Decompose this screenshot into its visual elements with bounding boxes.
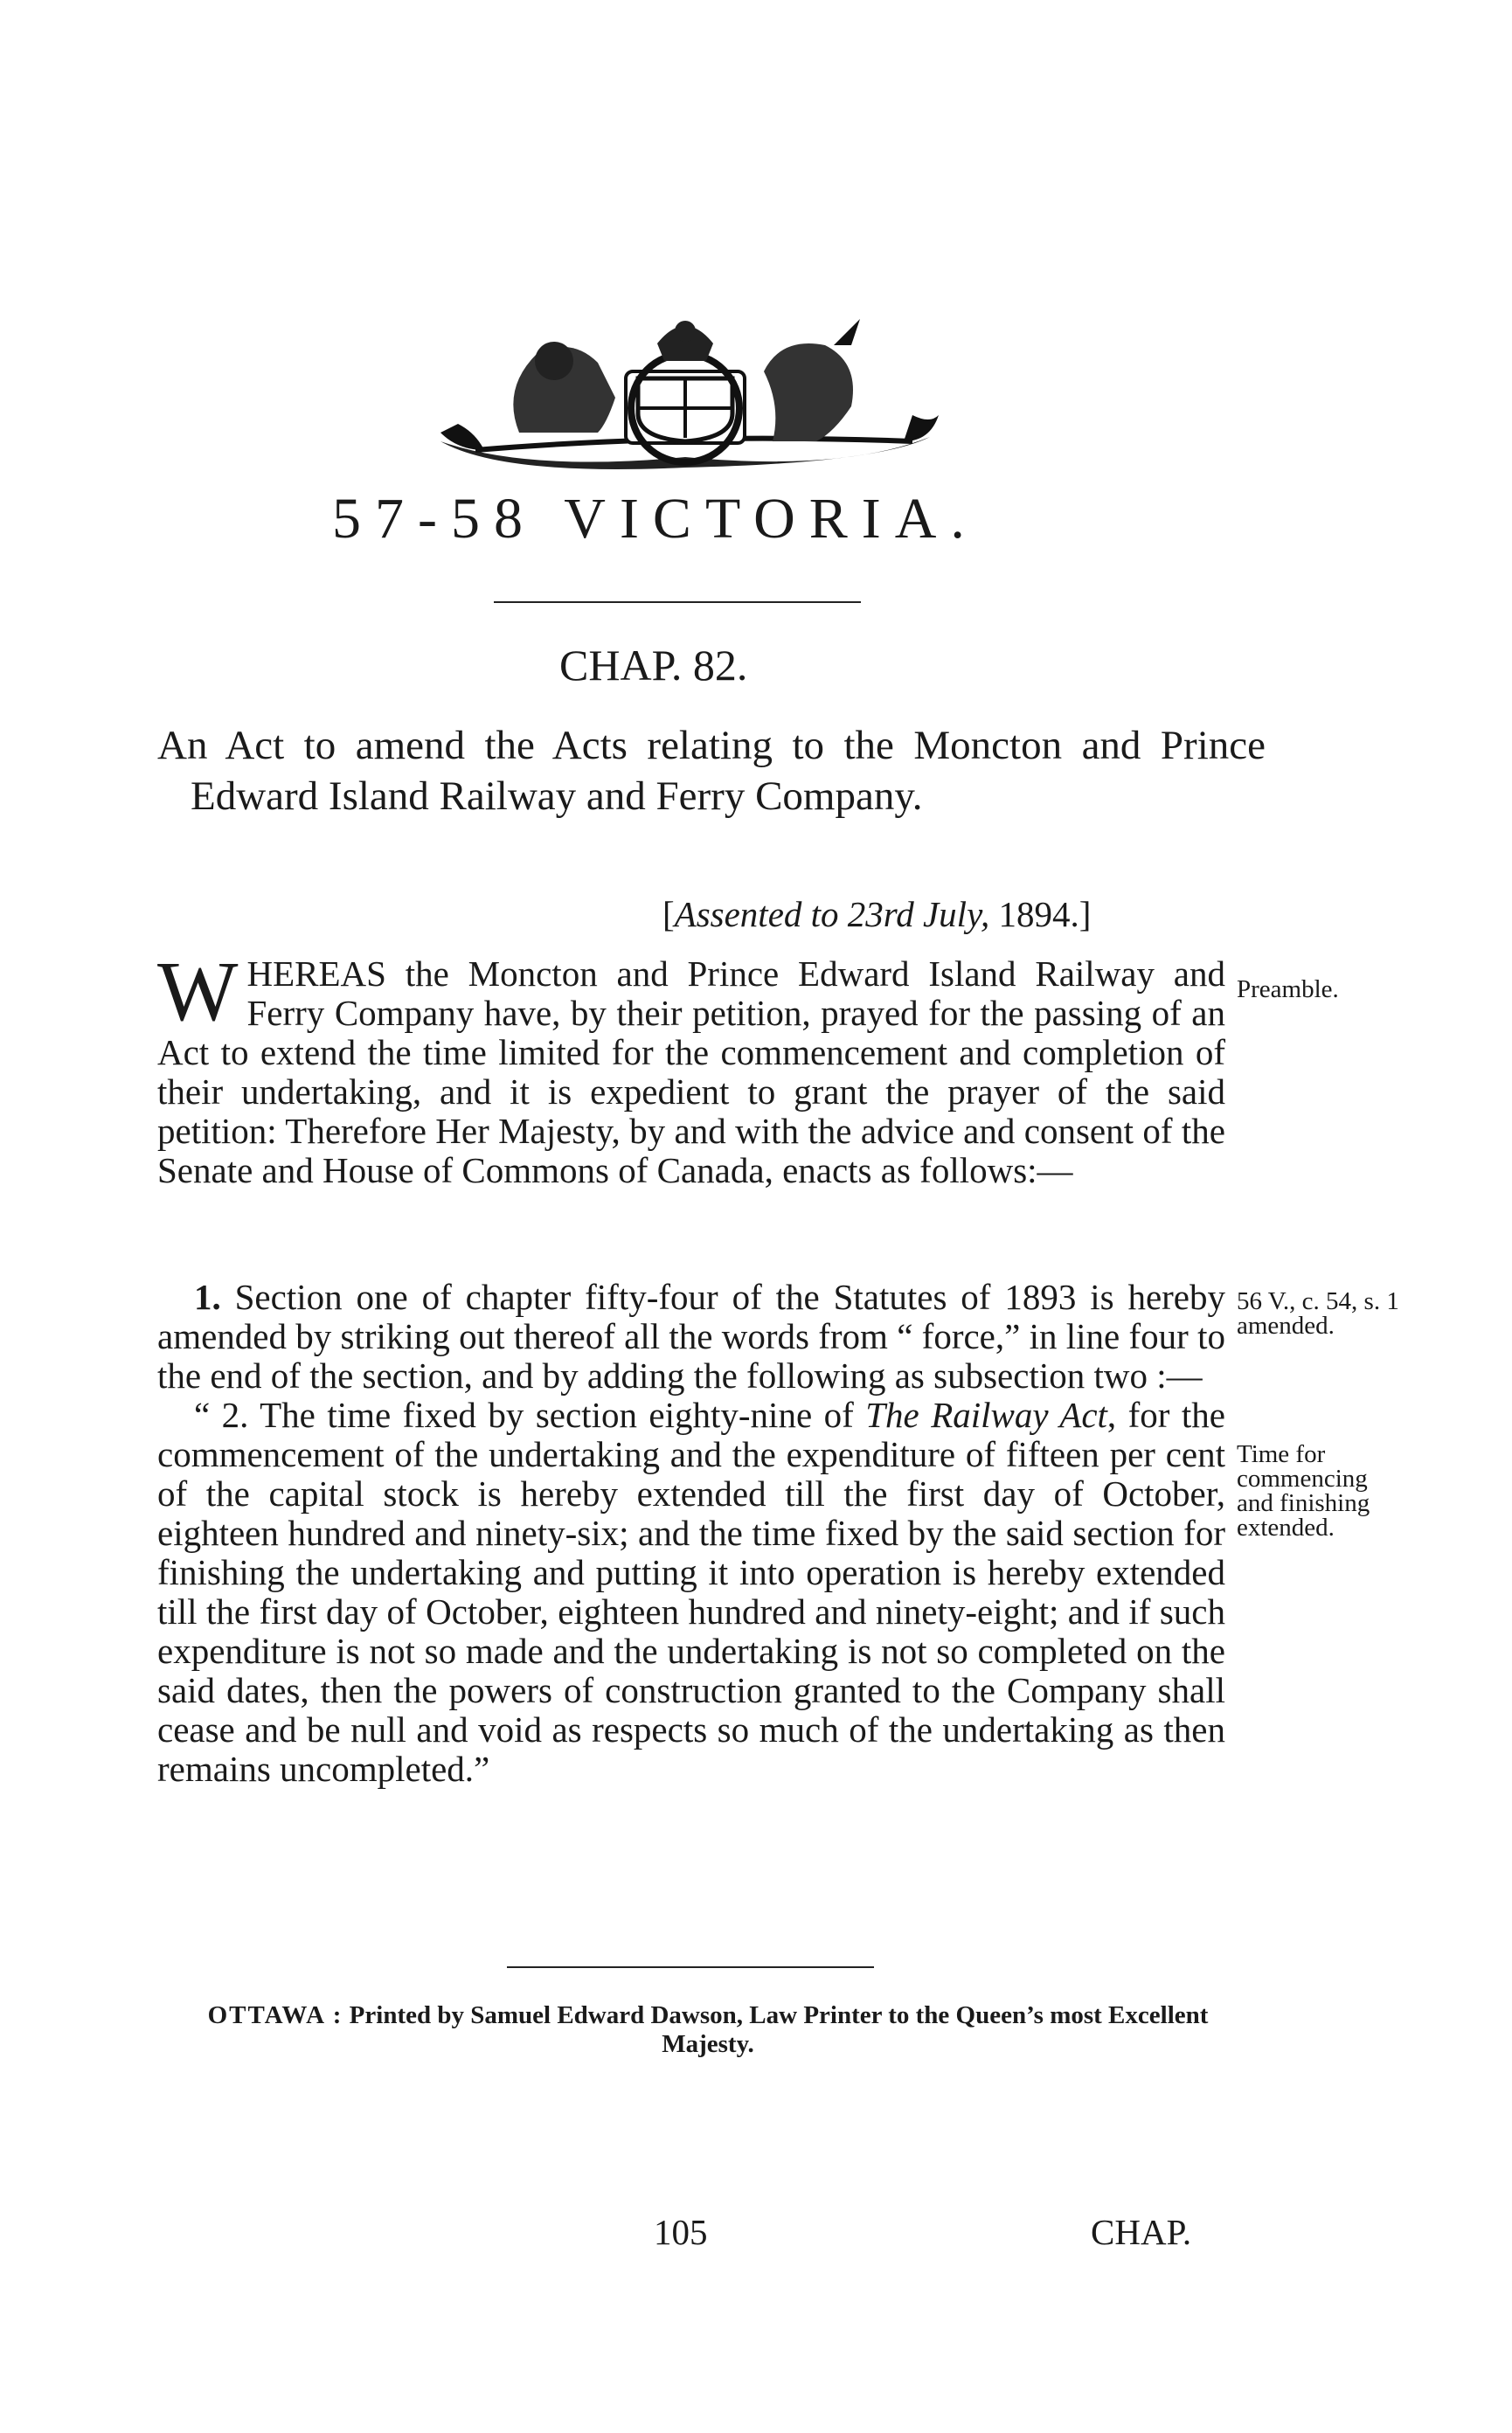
assent-close-bracket: ] [1079,894,1092,934]
assent-open-bracket: [ [662,894,675,934]
preamble-text: HEREAS the Moncton and Prince Edward Island Railway and Ferry Company have, by their petition, prayed for the passing of an Act to extend the time limited for the commencement and completion of their undertaking, and it is expedient to grant the prayer of the said petition: Therefore Her Majesty, by and with the advice and consent of the Senate and House of Commons of Canada, enacts as follows:— [157,953,1225,1190]
act-long-title: An Act to amend the Acts relating to the Moncton and Prince Edward Island Railway and Ferry Company. [157,723,1266,819]
royal-coat-of-arms-icon [423,310,947,476]
title-divider [494,601,861,603]
assent-text: Assented to 23rd July, [674,894,990,934]
imprint-divider [507,1966,874,1968]
printer-imprint [184,2001,1232,2059]
imprint-text: Printed by Samuel Edward Dawson, Law Printer to the Queen’s most Excellent Majesty. [343,2001,1209,2058]
running-title: 57-58 VICTORIA. [332,487,979,551]
margin-note-amended: 56 V., c. 54, s. 1 amended. [1237,1287,1399,1340]
chapter-heading: CHAP. 82. [559,641,748,690]
margin-note-time-extended: Time for commencing and finishing extended. [1237,1440,1370,1542]
section-1 [157,1278,1225,1789]
imprint-city: OTTAWA : [207,2001,343,2029]
act-name-reference: The Railway Act [865,1395,1107,1435]
assent-line [662,893,1231,935]
margin-note-preamble: Preamble. [1237,975,1339,1003]
subsection-2-open: “ 2. The time fixed by section eighty-nine of [194,1395,866,1435]
subsection-2-text: , for the commencement of the undertaking and the expenditure of fifteen per cent of the capital stock is hereby extended till the first day of October, eighteen hundred and ninety-six; and the time fixed by the said section for finishing the undertaking and putting it into operation is hereby extended till the first day of October, eighteen hundred and ninety-eight; and if such expenditure is not so made and the undertaking is not so completed on the said dates, then the powers of construction granted to the Company shall cease and be null and void as respects so much of the undertaking as then remains uncompleted.” [157,1395,1225,1789]
preamble-paragraph [157,945,1225,1190]
catchword: CHAP. [1091,2212,1192,2252]
page-number: 105 [654,2212,708,2252]
assent-year: 1894. [989,894,1079,934]
subsection-2 [157,1396,1225,1789]
drop-cap: W [157,945,239,1039]
section-number: 1. [194,1277,221,1317]
section-1-text: Section one of chapter fifty-four of the Statutes of 1893 is hereby amended by striking out thereof all the words from “ force,” in line four to the end of the section, and by adding the following as subsection two :— [157,1277,1225,1396]
